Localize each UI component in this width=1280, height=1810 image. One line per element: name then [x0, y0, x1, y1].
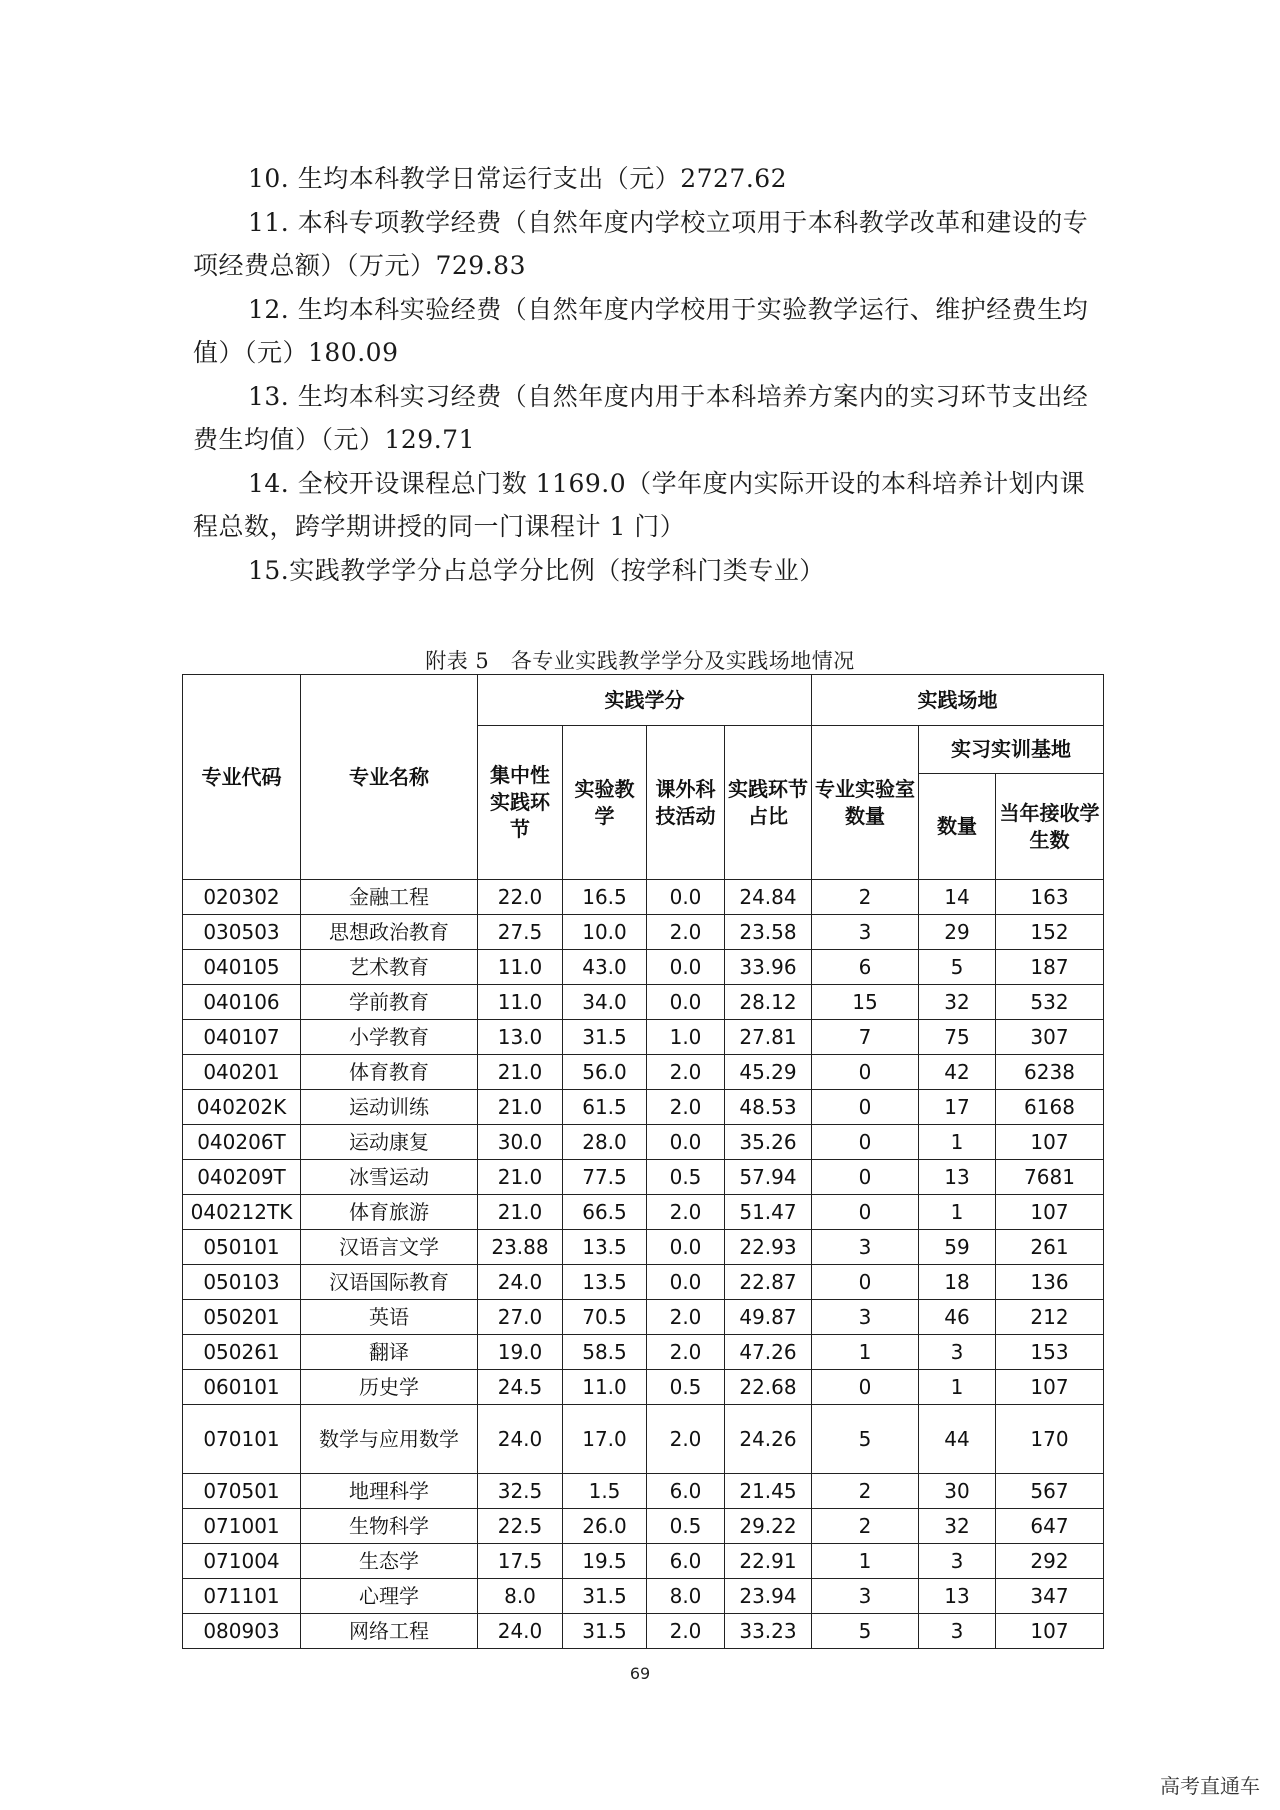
cell-ratio: 57.94: [725, 1160, 812, 1195]
cell-concentrated: 8.0: [478, 1579, 563, 1614]
cell-experiment: 31.5: [563, 1614, 647, 1649]
cell-students: 153: [996, 1335, 1104, 1370]
cell-name: 艺术教育: [301, 950, 478, 985]
cell-count: 46: [919, 1300, 996, 1335]
table-row: [183, 1125, 1104, 1160]
cell-name: 冰雪运动: [301, 1160, 478, 1195]
header-students: 当年接收学生数: [996, 774, 1104, 880]
cell-ratio: 22.91: [725, 1544, 812, 1579]
cell-ratio: 45.29: [725, 1055, 812, 1090]
cell-students: 107: [996, 1614, 1104, 1649]
cell-labs: 15: [812, 985, 919, 1020]
table-row: [183, 1579, 1104, 1614]
cell-experiment: 26.0: [563, 1509, 647, 1544]
cell-count: 42: [919, 1055, 996, 1090]
cell-students: 532: [996, 985, 1104, 1020]
paragraph-10: 10. 生均本科教学日常运行支出（元）2727.62: [248, 164, 788, 193]
page-number: 69: [629, 1664, 651, 1683]
cell-experiment: 77.5: [563, 1160, 647, 1195]
cell-extracurricular: 2.0: [647, 1335, 725, 1370]
cell-ratio: 22.93: [725, 1230, 812, 1265]
cell-name: 汉语言文学: [301, 1230, 478, 1265]
cell-code: 040209T: [183, 1160, 301, 1195]
cell-code: 050201: [183, 1300, 301, 1335]
cell-experiment: 28.0: [563, 1125, 647, 1160]
cell-count: 5: [919, 950, 996, 985]
cell-ratio: 49.87: [725, 1300, 812, 1335]
cell-code: 060101: [183, 1370, 301, 1405]
cell-concentrated: 21.0: [478, 1090, 563, 1125]
cell-students: 107: [996, 1195, 1104, 1230]
cell-extracurricular: 2.0: [647, 1614, 725, 1649]
cell-concentrated: 24.0: [478, 1614, 563, 1649]
cell-ratio: 24.84: [725, 880, 812, 915]
cell-name: 心理学: [301, 1579, 478, 1614]
cell-students: 307: [996, 1020, 1104, 1055]
cell-count: 3: [919, 1614, 996, 1649]
cell-students: 647: [996, 1509, 1104, 1544]
cell-count: 13: [919, 1160, 996, 1195]
table-row: [183, 1509, 1104, 1544]
cell-code: 050261: [183, 1335, 301, 1370]
table-row: [183, 985, 1104, 1020]
cell-ratio: 22.87: [725, 1265, 812, 1300]
cell-experiment: 34.0: [563, 985, 647, 1020]
cell-code: 071001: [183, 1509, 301, 1544]
cell-extracurricular: 0.0: [647, 985, 725, 1020]
cell-students: 187: [996, 950, 1104, 985]
header-concentrated: 集中性实践环节: [478, 726, 563, 880]
cell-code: 040206T: [183, 1125, 301, 1160]
header-site-group: 实践场地: [812, 675, 1104, 726]
cell-concentrated: 21.0: [478, 1055, 563, 1090]
paragraph-13: 13. 生均本科实习经费（自然年度内用于本科培养方案内的实习环节支出经费生均值）（元）129.71: [193, 381, 1089, 454]
cell-labs: 2: [812, 1509, 919, 1544]
cell-ratio: 23.58: [725, 915, 812, 950]
cell-extracurricular: 6.0: [647, 1474, 725, 1509]
cell-name: 生态学: [301, 1544, 478, 1579]
cell-concentrated: 11.0: [478, 950, 563, 985]
cell-experiment: 66.5: [563, 1195, 647, 1230]
cell-extracurricular: 0.5: [647, 1509, 725, 1544]
cell-concentrated: 21.0: [478, 1160, 563, 1195]
cell-experiment: 16.5: [563, 880, 647, 915]
paragraph-12: 12. 生均本科实验经费（自然年度内学校用于实验教学运行、维护经费生均值）（元）180.09: [193, 294, 1089, 367]
cell-concentrated: 21.0: [478, 1195, 563, 1230]
cell-labs: 3: [812, 915, 919, 950]
cell-code: 040201: [183, 1055, 301, 1090]
cell-labs: 2: [812, 880, 919, 915]
cell-labs: 0: [812, 1160, 919, 1195]
cell-count: 14: [919, 880, 996, 915]
cell-experiment: 19.5: [563, 1544, 647, 1579]
cell-labs: 0: [812, 1090, 919, 1125]
cell-students: 6168: [996, 1090, 1104, 1125]
table-row: [183, 1370, 1104, 1405]
cell-name: 思想政治教育: [301, 915, 478, 950]
cell-concentrated: 24.0: [478, 1405, 563, 1474]
cell-concentrated: 24.5: [478, 1370, 563, 1405]
cell-experiment: 31.5: [563, 1579, 647, 1614]
table-row: [183, 1090, 1104, 1125]
cell-name: 翻译: [301, 1335, 478, 1370]
cell-ratio: 22.68: [725, 1370, 812, 1405]
table-row: [183, 1230, 1104, 1265]
cell-count: 1: [919, 1125, 996, 1160]
cell-labs: 0: [812, 1125, 919, 1160]
cell-ratio: 33.96: [725, 950, 812, 985]
cell-concentrated: 22.0: [478, 880, 563, 915]
cell-ratio: 23.94: [725, 1579, 812, 1614]
cell-experiment: 31.5: [563, 1020, 647, 1055]
cell-code: 040212TK: [183, 1195, 301, 1230]
cell-count: 18: [919, 1265, 996, 1300]
cell-code: 050103: [183, 1265, 301, 1300]
cell-extracurricular: 2.0: [647, 1300, 725, 1335]
cell-extracurricular: 0.0: [647, 1265, 725, 1300]
cell-labs: 0: [812, 1055, 919, 1090]
table-row: [183, 1614, 1104, 1649]
cell-count: 32: [919, 985, 996, 1020]
cell-concentrated: 11.0: [478, 985, 563, 1020]
cell-experiment: 10.0: [563, 915, 647, 950]
cell-experiment: 56.0: [563, 1055, 647, 1090]
cell-students: 292: [996, 1544, 1104, 1579]
cell-ratio: 51.47: [725, 1195, 812, 1230]
cell-name: 金融工程: [301, 880, 478, 915]
table-row: [183, 1195, 1104, 1230]
cell-experiment: 58.5: [563, 1335, 647, 1370]
header-experiment: 实验教学: [563, 726, 647, 880]
cell-extracurricular: 0.0: [647, 950, 725, 985]
cell-code: 040106: [183, 985, 301, 1020]
cell-labs: 6: [812, 950, 919, 985]
cell-code: 040105: [183, 950, 301, 985]
table-row: [183, 1544, 1104, 1579]
cell-concentrated: 19.0: [478, 1335, 563, 1370]
cell-experiment: 1.5: [563, 1474, 647, 1509]
header-credits-group: 实践学分: [478, 675, 812, 726]
cell-labs: 0: [812, 1265, 919, 1300]
cell-extracurricular: 2.0: [647, 1195, 725, 1230]
cell-code: 070101: [183, 1405, 301, 1474]
cell-name: 汉语国际教育: [301, 1265, 478, 1300]
cell-code: 020302: [183, 880, 301, 915]
cell-count: 1: [919, 1370, 996, 1405]
table-row: [183, 1055, 1104, 1090]
cell-students: 567: [996, 1474, 1104, 1509]
cell-count: 1: [919, 1195, 996, 1230]
cell-name: 学前教育: [301, 985, 478, 1020]
cell-count: 3: [919, 1544, 996, 1579]
table-row: [183, 1265, 1104, 1300]
header-labs: 专业实验室数量: [812, 726, 919, 880]
paragraph-14: 14. 全校开设课程总门数 1169.0（学年度内实际开设的本科培养计划内课程总数，跨学期讲授的同一门课程计 1 门）: [193, 468, 1086, 541]
cell-experiment: 17.0: [563, 1405, 647, 1474]
cell-students: 152: [996, 915, 1104, 950]
table-row: [183, 1335, 1104, 1370]
header-ratio: 实践环节占比: [725, 726, 812, 880]
cell-students: 163: [996, 880, 1104, 915]
cell-labs: 3: [812, 1300, 919, 1335]
cell-name: 体育教育: [301, 1055, 478, 1090]
cell-extracurricular: 0.5: [647, 1160, 725, 1195]
cell-count: 13: [919, 1579, 996, 1614]
cell-extracurricular: 1.0: [647, 1020, 725, 1055]
cell-labs: 3: [812, 1579, 919, 1614]
cell-experiment: 13.5: [563, 1265, 647, 1300]
cell-name: 数学与应用数学: [301, 1405, 478, 1474]
table-row: [183, 1160, 1104, 1195]
cell-students: 212: [996, 1300, 1104, 1335]
header-code: 专业代码: [183, 675, 301, 880]
cell-name: 生物科学: [301, 1509, 478, 1544]
cell-experiment: 70.5: [563, 1300, 647, 1335]
watermark-logo-text: 高考直通车: [1160, 1774, 1260, 1798]
cell-name: 英语: [301, 1300, 478, 1335]
cell-extracurricular: 0.0: [647, 1125, 725, 1160]
table-row: [183, 950, 1104, 985]
cell-students: 347: [996, 1579, 1104, 1614]
cell-concentrated: 22.5: [478, 1509, 563, 1544]
cell-experiment: 13.5: [563, 1230, 647, 1265]
cell-labs: 1: [812, 1544, 919, 1579]
cell-count: 30: [919, 1474, 996, 1509]
table-row: [183, 1020, 1104, 1055]
cell-extracurricular: 0.0: [647, 880, 725, 915]
cell-concentrated: 17.5: [478, 1544, 563, 1579]
cell-extracurricular: 8.0: [647, 1579, 725, 1614]
cell-ratio: 33.23: [725, 1614, 812, 1649]
cell-labs: 2: [812, 1474, 919, 1509]
cell-code: 071004: [183, 1544, 301, 1579]
cell-code: 080903: [183, 1614, 301, 1649]
table-caption: 附表 5 各专业实践教学学分及实践场地情况: [425, 649, 855, 673]
cell-code: 070501: [183, 1474, 301, 1509]
header-extracurricular: 课外科技活动: [647, 726, 725, 880]
header-count: 数量: [919, 774, 996, 880]
cell-ratio: 24.26: [725, 1405, 812, 1474]
header-base-group: 实习实训基地: [919, 726, 1104, 774]
body-text: [193, 157, 1093, 592]
cell-students: 107: [996, 1125, 1104, 1160]
practice-credits-table: [182, 674, 1104, 1649]
cell-count: 32: [919, 1509, 996, 1544]
cell-concentrated: 32.5: [478, 1474, 563, 1509]
cell-labs: 7: [812, 1020, 919, 1055]
cell-count: 59: [919, 1230, 996, 1265]
cell-count: 3: [919, 1335, 996, 1370]
paragraph-11: 11. 本科专项教学经费（自然年度内学校立项用于本科教学改革和建设的专项经费总额）（万元）729.83: [193, 207, 1089, 280]
cell-count: 44: [919, 1405, 996, 1474]
table-row: [183, 1405, 1104, 1474]
cell-students: 136: [996, 1265, 1104, 1300]
cell-ratio: 48.53: [725, 1090, 812, 1125]
cell-ratio: 29.22: [725, 1509, 812, 1544]
cell-labs: 0: [812, 1195, 919, 1230]
table-row: [183, 880, 1104, 915]
cell-count: 75: [919, 1020, 996, 1055]
cell-code: 050101: [183, 1230, 301, 1265]
cell-concentrated: 23.88: [478, 1230, 563, 1265]
cell-extracurricular: 2.0: [647, 915, 725, 950]
cell-name: 体育旅游: [301, 1195, 478, 1230]
table-body: [183, 880, 1104, 1649]
cell-name: 小学教育: [301, 1020, 478, 1055]
cell-labs: 1: [812, 1335, 919, 1370]
cell-labs: 5: [812, 1614, 919, 1649]
paragraph-15: 15.实践教学学分占总学分比例（按学科门类专业）: [248, 555, 825, 585]
cell-concentrated: 24.0: [478, 1265, 563, 1300]
table-row: [183, 1300, 1104, 1335]
cell-labs: 3: [812, 1230, 919, 1265]
cell-students: 7681: [996, 1160, 1104, 1195]
cell-concentrated: 27.0: [478, 1300, 563, 1335]
cell-code: 040202K: [183, 1090, 301, 1125]
cell-extracurricular: 2.0: [647, 1055, 725, 1090]
cell-extracurricular: 2.0: [647, 1090, 725, 1125]
cell-students: 6238: [996, 1055, 1104, 1090]
cell-extracurricular: 2.0: [647, 1405, 725, 1474]
header-name: 专业名称: [301, 675, 478, 880]
table-row: [183, 915, 1104, 950]
cell-code: 030503: [183, 915, 301, 950]
cell-labs: 0: [812, 1370, 919, 1405]
table-row: [183, 1474, 1104, 1509]
cell-code: 071101: [183, 1579, 301, 1614]
cell-extracurricular: 6.0: [647, 1544, 725, 1579]
cell-experiment: 43.0: [563, 950, 647, 985]
cell-extracurricular: 0.5: [647, 1370, 725, 1405]
cell-students: 261: [996, 1230, 1104, 1265]
cell-name: 地理科学: [301, 1474, 478, 1509]
cell-name: 运动训练: [301, 1090, 478, 1125]
cell-count: 29: [919, 915, 996, 950]
cell-count: 17: [919, 1090, 996, 1125]
cell-labs: 5: [812, 1405, 919, 1474]
cell-ratio: 21.45: [725, 1474, 812, 1509]
cell-ratio: 47.26: [725, 1335, 812, 1370]
cell-experiment: 11.0: [563, 1370, 647, 1405]
cell-concentrated: 27.5: [478, 915, 563, 950]
cell-ratio: 27.81: [725, 1020, 812, 1055]
cell-experiment: 61.5: [563, 1090, 647, 1125]
cell-ratio: 35.26: [725, 1125, 812, 1160]
cell-code: 040107: [183, 1020, 301, 1055]
cell-extracurricular: 0.0: [647, 1230, 725, 1265]
cell-concentrated: 30.0: [478, 1125, 563, 1160]
cell-students: 170: [996, 1405, 1104, 1474]
cell-students: 107: [996, 1370, 1104, 1405]
cell-name: 网络工程: [301, 1614, 478, 1649]
cell-name: 历史学: [301, 1370, 478, 1405]
cell-concentrated: 13.0: [478, 1020, 563, 1055]
cell-name: 运动康复: [301, 1125, 478, 1160]
cell-ratio: 28.12: [725, 985, 812, 1020]
